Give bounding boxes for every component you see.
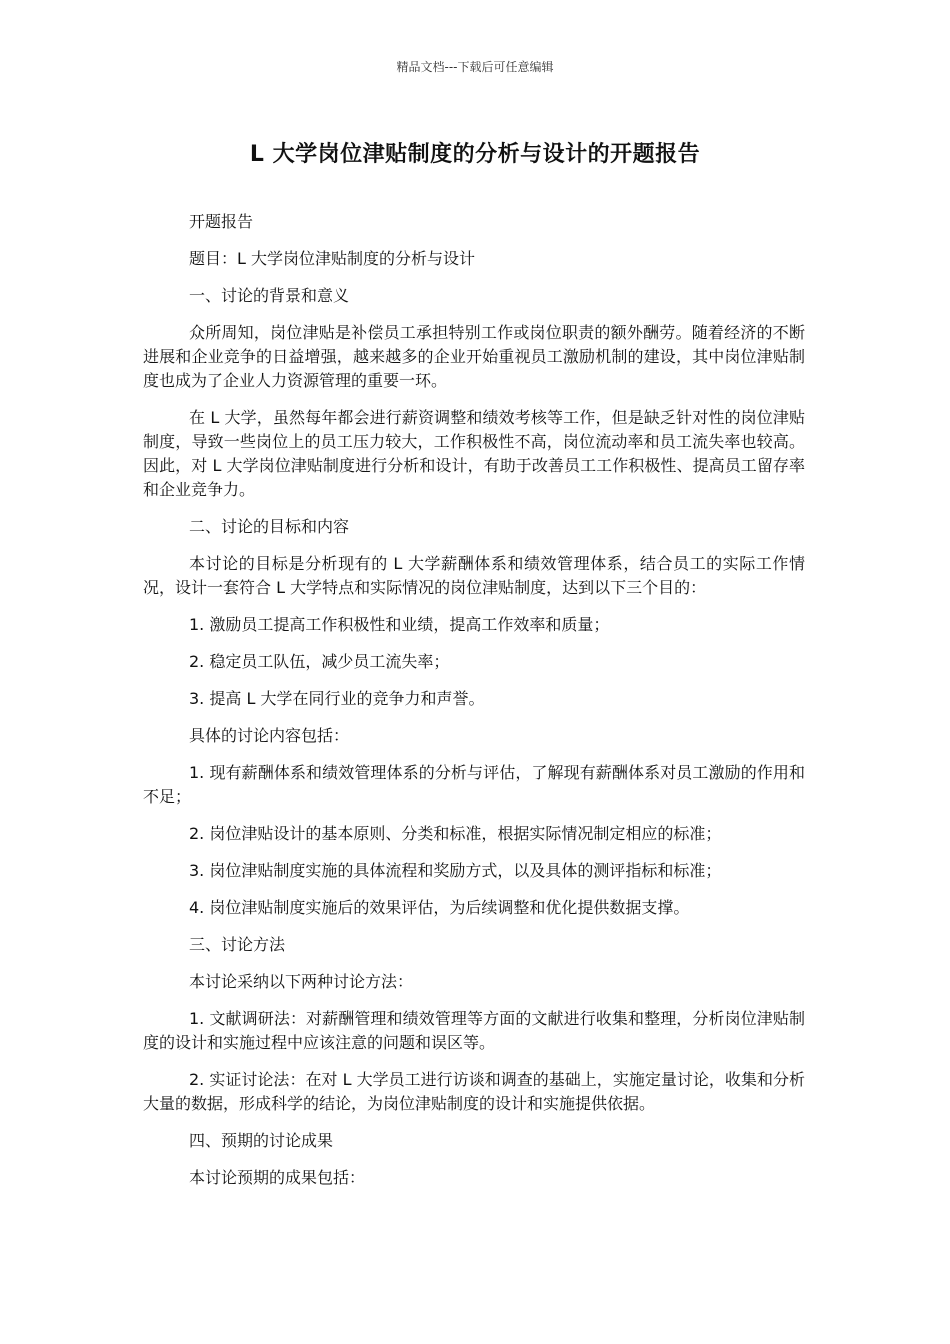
- paragraph-background-1: 众所周知，岗位津贴是补偿员工承担特别工作或岗位职责的额外酬劳。随着经济的不断进展和企业竞争的日益增强，越来越多的企业开始重视员工激励机制的建设，其中岗位津贴制度也成为了企业人力资源管理的重要一环。: [143, 323, 805, 390]
- list-item-content-4: 4. 岗位津贴制度实施后的效果评估，为后续调整和优化提供数据支撑。: [189, 898, 690, 917]
- paragraph-methods-intro: 本讨论采纳以下两种讨论方法：: [189, 972, 414, 991]
- section-heading-methods: 三、讨论方法: [189, 935, 286, 954]
- paragraph-topic: 题目：L 大学岗位津贴制度的分析与设计: [189, 249, 476, 268]
- list-item-content-1: 1. 现有薪酬体系和绩效管理体系的分析与评估，了解现有薪酬体系对员工激励的作用和不足；: [143, 763, 805, 806]
- list-item-method-2: 2. 实证讨论法：在对 L 大学员工进行访谈和调查的基础上，实施定量讨论，收集和分析大量的数据，形成科学的结论，为岗位津贴制度的设计和实施提供依据。: [143, 1070, 805, 1113]
- list-item-goal-1: 1. 激励员工提高工作积极性和业绩，提高工作效率和质量；: [189, 615, 610, 634]
- document-body: [143, 210, 805, 1203]
- section-heading-outcomes: 四、预期的讨论成果: [189, 1131, 334, 1150]
- list-item-goal-3: 3. 提高 L 大学在同行业的竞争力和声誉。: [189, 689, 485, 708]
- list-item-content-3: 3. 岗位津贴制度实施的具体流程和奖励方式，以及具体的测评指标和标准；: [189, 861, 722, 880]
- section-heading-background: 一、讨论的背景和意义: [189, 286, 350, 305]
- list-item-goal-2: 2. 稳定员工队伍，减少员工流失率；: [189, 652, 450, 671]
- paragraph-outcomes-intro: 本讨论预期的成果包括：: [189, 1168, 366, 1187]
- paragraph-content-intro: 具体的讨论内容包括：: [189, 726, 350, 745]
- document-title: L 大学岗位津贴制度的分析与设计的开题报告: [249, 142, 701, 167]
- list-item-method-1: 1. 文献调研法：对薪酬管理和绩效管理等方面的文献进行收集和整理，分析岗位津贴制度的设计和实施过程中应该注意的问题和误区等。: [143, 1009, 805, 1052]
- page-header-note: 精品文档---下载后可任意编辑: [396, 60, 554, 74]
- paragraph-label-report: 开题报告: [189, 212, 254, 231]
- section-heading-goals: 二、讨论的目标和内容: [189, 517, 350, 536]
- list-item-content-2: 2. 岗位津贴设计的基本原则、分类和标准，根据实际情况制定相应的标准；: [189, 824, 722, 843]
- paragraph-goals-intro: 本讨论的目标是分析现有的 L 大学薪酬体系和绩效管理体系，结合员工的实际工作情况，设计一套符合 L 大学特点和实际情况的岗位津贴制度，达到以下三个目的：: [143, 554, 805, 597]
- paragraph-background-2: 在 L 大学，虽然每年都会进行薪资调整和绩效考核等工作，但是缺乏针对性的岗位津贴制度，导致一些岗位上的员工压力较大，工作积极性不高，岗位流动率和员工流失率也较高。因此，对 L 大学岗位津贴制度进行分析和设计，有助于改善员工工作积极性、提高员工留存率和企业竞争力。: [143, 408, 805, 499]
